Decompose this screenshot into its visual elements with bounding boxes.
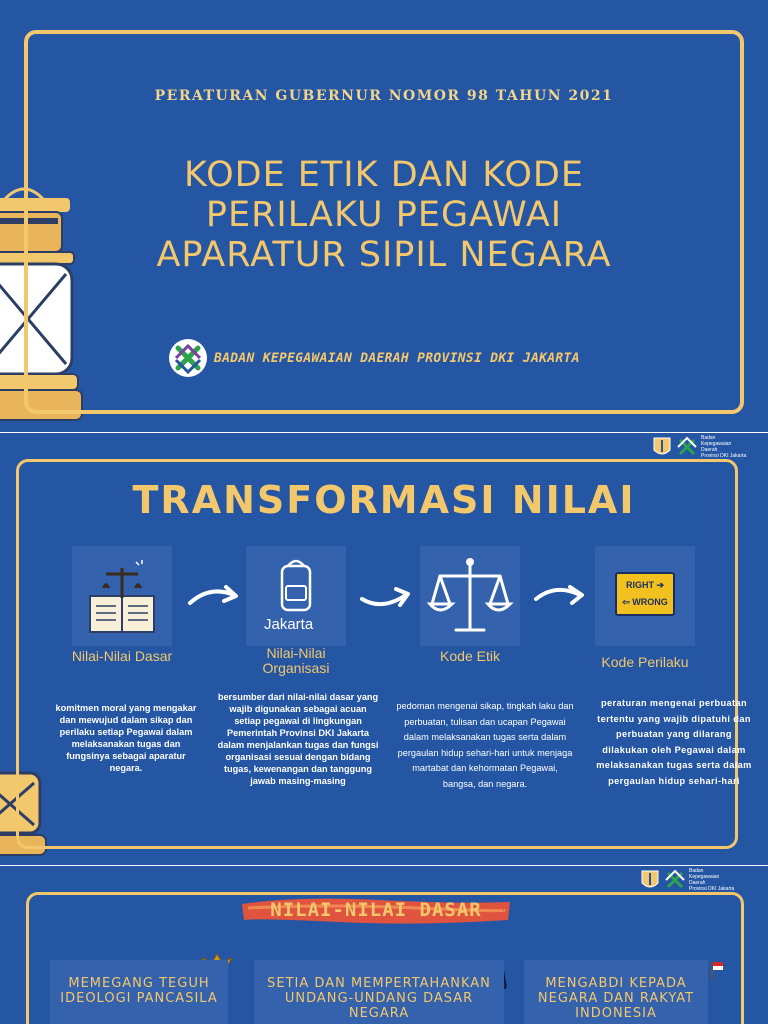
sign-wrong-text: ⇦ WRONG — [622, 597, 668, 607]
brand-header — [640, 868, 734, 892]
column-description: komitmen moral yang mengakar dan mewujud dalam sikap dan perilaku setiap Pegawai dalam melaksanakan tugas dan fungsinya sebagai aparatur negara. — [55, 703, 197, 773]
jakarta-emblem-icon — [652, 436, 672, 458]
sign-right-label: RIGHT — [625, 580, 654, 590]
slide-title: NILAI-NILAI DASAR — [270, 899, 482, 921]
brand-line: Badan — [689, 868, 704, 874]
bkd-logo-icon — [676, 436, 698, 458]
regulation-text: PERATURAN GUBERNUR NOMOR 98 TAHUN 2021 — [154, 88, 614, 104]
brand-line: Kepegawaian — [701, 441, 732, 447]
value-box: SETIA DAN MEMPERTAHANKAN UNDANG-UNDANG DASAR NEGARA — [254, 960, 504, 1024]
organization-name: BADAN KEPEGAWAIAN DAERAH PROVINSI DKI JAKARTA — [214, 350, 580, 366]
law-book-icon — [72, 546, 172, 646]
transformasi-slide — [0, 433, 768, 865]
bkd-logo-icon — [168, 338, 208, 378]
organization — [168, 338, 580, 378]
column-label: Nilai-Nilai Dasar — [71, 648, 173, 664]
scales-icon — [420, 546, 520, 646]
value-box: MENGABDI KEPADA NEGARA DAN RAKYAT INDONESIA — [524, 960, 708, 1024]
brand-line: Provinsi DKI Jakarta — [701, 453, 747, 459]
nilai-organisasi-card — [246, 546, 346, 646]
kode-etik-card — [420, 546, 520, 646]
cover-title-line: PERILAKU PEGAWAI — [205, 195, 563, 235]
column-description: peraturan mengenai perbuatan tertentu yang wajib dipatuhi dan perbuatan yang dilarang dilakukan oleh Pegawai dalam melaksanakan tugas serta dalam pergaulan hidup sehari-hari — [596, 698, 752, 786]
right-wrong-sign-icon — [615, 572, 675, 616]
arrow-icon — [532, 579, 588, 609]
brand-line: Provinsi DKI Jakarta — [689, 886, 735, 892]
column-description: pedoman mengenai sikap, tingkah laku dan perbuatan, tulisan dan ucapan Pegawai dalam melaksanakan tugas serta dalam pergaulan hidup sehari-hari untuk menjaga martabat dan kehormatan Pegawai, bangsa, dan negara. — [396, 701, 574, 789]
column-label: Nilai-Nilai Organisasi — [262, 645, 330, 676]
brand-line: Daerah — [689, 880, 706, 886]
cover-slide — [0, 0, 768, 432]
arrow-icon — [186, 581, 242, 611]
cover-title — [80, 155, 688, 275]
jakarta-emblem-icon — [640, 869, 660, 891]
value-box: MEMEGANG TEGUH IDEOLOGI PANCASILA — [50, 960, 228, 1024]
column-description: bersumber dari nilai-nilai dasar yang wajib digunakan sebagai acuan setiap pegawai di lingkungan Pemerintah Provinsi DKI Jakarta dalam menjalankan tugas dan fungsi organisasi sesuai dengan bidang tugas, kewenangan dan tanggung jawab masing-masing — [217, 692, 379, 786]
sign-right-text: RIGHT ➔ — [625, 580, 665, 590]
slide-title: TRANSFORMASI NILAI — [132, 478, 636, 522]
brand-header — [652, 435, 746, 459]
arrow-icon — [358, 583, 414, 613]
brand-text — [701, 435, 746, 459]
cover-title-line: KODE ETIK DAN KODE — [184, 155, 584, 195]
cover-title-line: APARATUR SIPIL NEGARA — [156, 235, 612, 275]
sign-wrong-label: WRONG — [632, 597, 668, 607]
column-label: Kode Etik — [440, 648, 500, 664]
brand-text — [689, 868, 734, 892]
brand-line: Daerah — [701, 447, 718, 453]
jakarta-logo: Jakarta — [264, 616, 314, 633]
column-label: Kode Perilaku — [601, 654, 689, 670]
brand-line: Kepegawaian — [689, 874, 720, 880]
nilai-dasar-card — [72, 546, 172, 646]
nilai-dasar-slide — [0, 866, 768, 1024]
kode-perilaku-card — [595, 546, 695, 646]
bkd-logo-icon — [664, 869, 686, 891]
brand-line: Badan — [701, 435, 716, 441]
